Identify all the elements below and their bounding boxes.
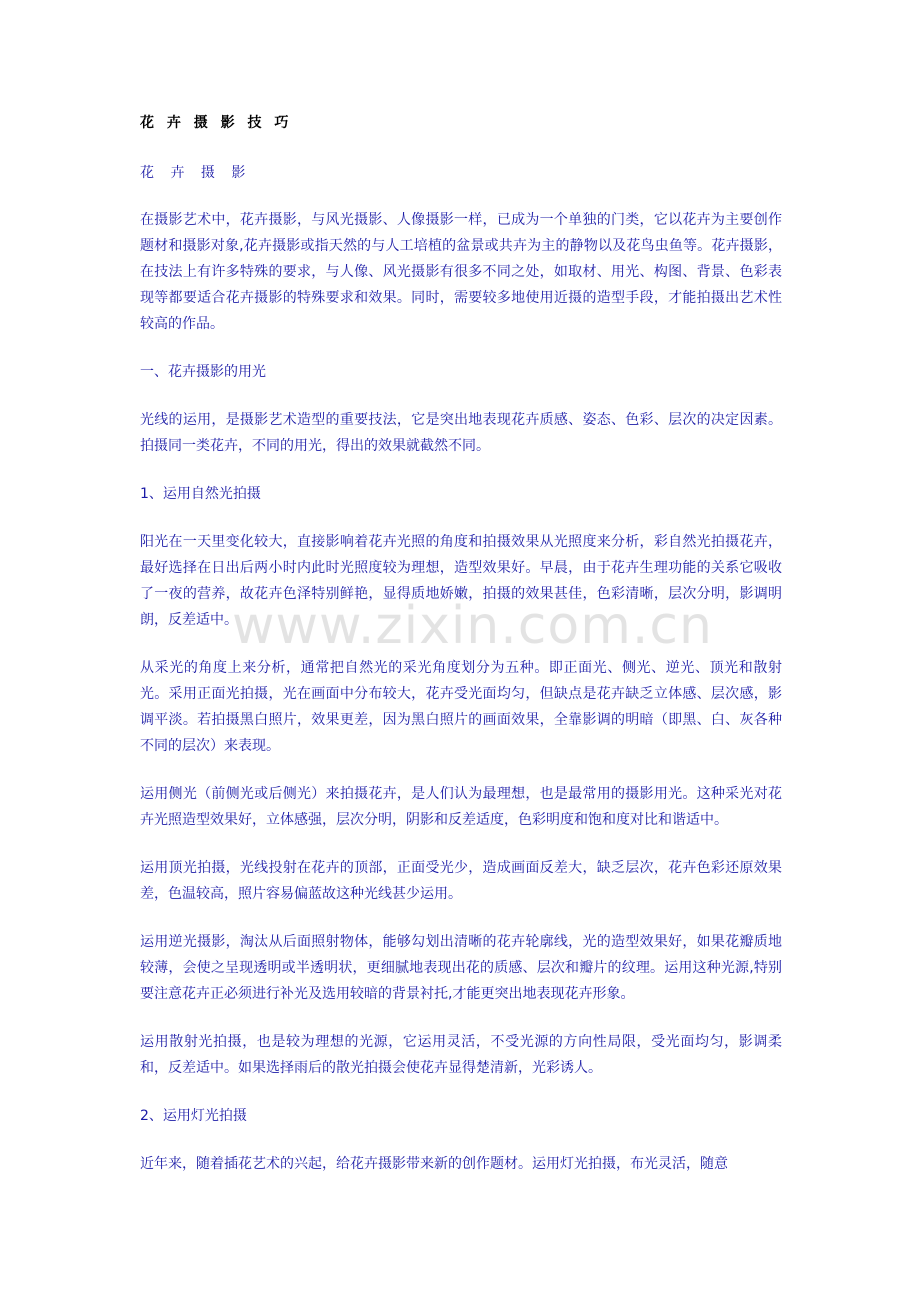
paragraph-light-angles: 从采光的角度上来分析，通常把自然光的采光角度划分为五种。即正面光、侧光、逆光、顶光和散射光。采用正面光拍摄，光在画面中分布较大，花卉受光面均匀，但缺点是花卉缺乏立体感、层次感，影调平淡。若拍摄黑白照片，效果更差，因为黑白照片的画面效果，全靠影调的明暗（即黑、白、灰各种不同的层次）来表现。: [140, 660, 782, 754]
document-body: [140, 112, 782, 1199]
subsection-heading-natural-light: 1、运用自然光拍摄: [140, 486, 261, 502]
paragraph-top-light: 运用顶光拍摄，光线投射在花卉的顶部，正面受光少，造成画面反差大，缺乏层次，花卉色彩还原效果差，色温较高，照片容易偏蓝故这种光线甚少运用。: [140, 860, 782, 902]
paragraph-sunlight: 阳光在一天里变化较大，直接影响着花卉光照的角度和拍摄效果从光照度来分析，彩自然光拍摄花卉，最好选择在日出后两小时内此时光照度较为理想，造型效果好。早晨，由于花卉生理功能的关系它吸收了一夜的营养，故花卉色泽特别鲜艳，显得质地娇嫩，拍摄的效果甚佳，色彩清晰，层次分明，影调明朗，反差适中。: [140, 534, 782, 628]
section-intro-paragraph: 光线的运用，是摄影艺术造型的重要技法，它是突出地表现花卉质感、姿态、色彩、层次的决定因素。拍摄同一类花卉，不同的用光，得出的效果就截然不同。: [140, 412, 782, 454]
paragraph-back-light: 运用逆光摄影，淘汰从后面照射物体，能够勾划出清晰的花卉轮廓线，光的造型效果好，如果花瓣质地较薄，会使之呈现透明或半透明状，更细腻地表现出花的质感、层次和瓣片的纹理。运用这种光源,特别要注意花卉正必须进行补光及选用较暗的背景衬托,才能更突出地表现花卉形象。: [140, 934, 782, 1002]
document-title: 花 卉 摄 影 技 巧: [140, 115, 293, 131]
watermark: www.zixin.com.cn: [232, 596, 713, 656]
section-heading-lighting: 一、花卉摄影的用光: [140, 364, 266, 380]
paragraph-side-light: 运用侧光（前侧光或后侧光）来拍摄花卉，是人们认为最理想，也是最常用的摄影用光。这种采光对花卉光照造型效果好，立体感强，层次分明，阴影和反差适度，色彩明度和饱和度对比和谐适中。: [140, 786, 782, 828]
document-subtitle: 花 卉 摄 影: [140, 165, 252, 181]
paragraph-lamp-light: 近年来，随着插花艺术的兴起，给花卉摄影带来新的创作题材。运用灯光拍摄，布光灵活，随意: [140, 1156, 728, 1172]
subsection-heading-lamp-light: 2、运用灯光拍摄: [140, 1108, 247, 1124]
intro-paragraph: 在摄影艺术中，花卉摄影，与风光摄影、人像摄影一样，已成为一个单独的门类，它以花卉为主要创作题材和摄影对象,花卉摄影或指天然的与人工培植的盆景或共卉为主的静物以及花鸟虫鱼等。花卉摄影，在技法上有许多特殊的要求，与人像、风光摄影有很多不同之处，如取材、用光、构图、背景、色彩表现等都要适合花卉摄影的特殊要求和效果。同时，需要较多地使用近摄的造型手段，才能拍摄出艺术性较高的作品。: [140, 212, 782, 332]
paragraph-diffused-light: 运用散射光拍摄，也是较为理想的光源，它运用灵活，不受光源的方向性局限，受光面均匀，影调柔和，反差适中。如果选择雨后的散光拍摄会使花卉显得楚清新，光彩诱人。: [140, 1034, 782, 1076]
